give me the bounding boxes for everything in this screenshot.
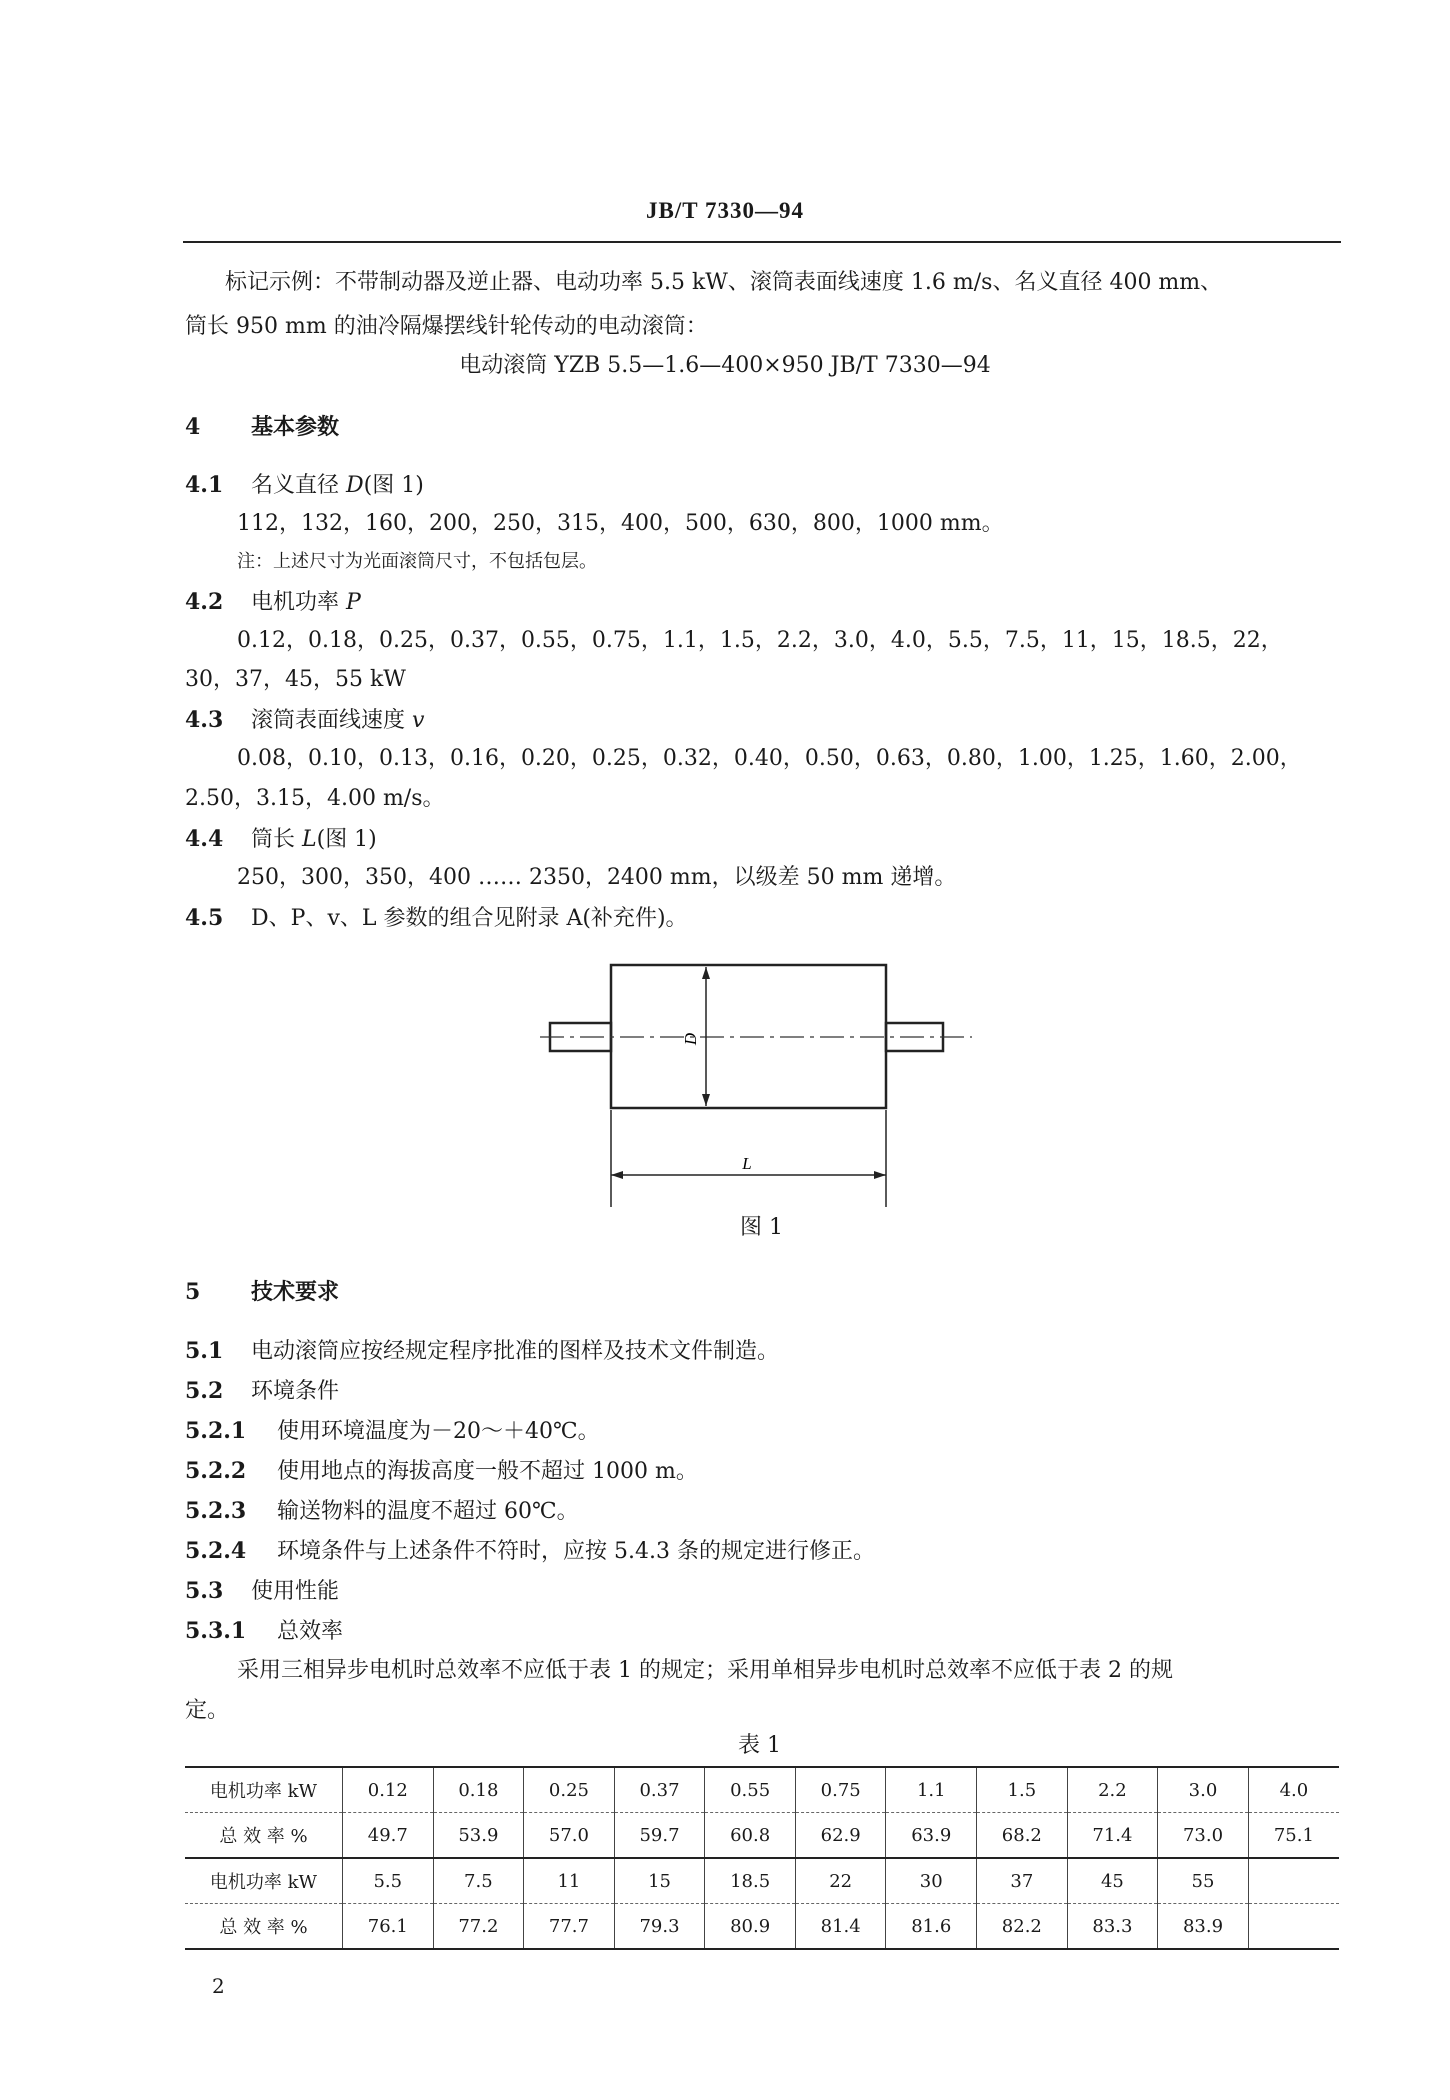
length-arrow-right [874,1171,886,1179]
clause-4-4-symbol: L [302,827,317,852]
section5-heading [185,1277,339,1307]
clause-4-2-values-line1: 0.12，0.18，0.25，0.37，0.55，0.75，1.1，1.5，2.2，3.0，4.0，5.5，7.5，11，15，18.5，22， [237,628,1283,653]
clause-4-3-values-line1: 0.08，0.10，0.13，0.16，0.20，0.25，0.32，0.40，0.50，0.63，0.80，1.00，1.25，1.60，2.00， [237,746,1302,771]
table-cell: 15 [614,1858,705,1904]
clause-4-2-label: 电机功率 [251,590,346,615]
clause-5-2-2 [185,1456,698,1487]
clause-4-1-suffix: (图 1) [363,473,424,498]
efficiency-paragraph-line1: 采用三相异步电机时总效率不应低于表 1 的规定；采用单相异步电机时总效率不应低于表 2 的规 [237,1658,1173,1683]
table1-efficiency [185,1766,1339,1950]
section4-number: 4 [185,414,201,440]
clause-5-2-number: 5.2 [185,1378,224,1404]
clause-4-2 [185,587,361,618]
table-cell: 83.3 [1067,1904,1158,1950]
table-cell: 79.3 [614,1904,705,1950]
table-cell: 18.5 [705,1858,796,1904]
clause-4-4-values: 250，300，350，400 …… 2350，2400 mm，以级差 50 mm 递增。 [237,865,957,890]
table-cell: 0.37 [614,1767,705,1813]
row-label-efficiency: 总 效 率 % [185,1904,343,1950]
section4-heading [185,412,339,442]
table-cell: 62.9 [795,1813,886,1859]
table-cell: 75.1 [1248,1813,1339,1859]
table-cell: 77.7 [524,1904,615,1950]
clause-5-3-number: 5.3 [185,1578,224,1604]
table-cell: 1.1 [886,1767,977,1813]
table-row-efficiency-2 [185,1904,1339,1950]
section4-title: 基本参数 [251,414,340,440]
length-arrow-left [611,1171,623,1179]
table-cell: 80.9 [705,1904,796,1950]
section5-title: 技术要求 [251,1279,340,1305]
clause-5-2-3-text: 输送物料的温度不超过 60℃。 [277,1499,579,1524]
page-number: 2 [212,1974,225,1998]
clause-5-3-1 [185,1616,343,1647]
clause-5-2-4-text: 环境条件与上述条件不符时，应按 5.4.3 条的规定进行修正。 [277,1539,875,1564]
figure1-caption: 图 1 [740,1215,783,1240]
table-cell: 4.0 [1248,1767,1339,1813]
marking-example-line2: 筒长 950 mm 的油冷隔爆摆线针轮传动的电动滚筒： [185,314,708,339]
clause-5-3 [185,1576,339,1607]
table-cell: 0.12 [343,1767,434,1813]
row-label-power: 电机功率 kW [185,1858,343,1904]
clause-4-2-number: 4.2 [185,589,224,615]
clause-4-3 [185,705,424,736]
clause-5-2-3 [185,1496,579,1527]
clause-4-4-suffix: (图 1) [316,827,377,852]
row-label-power: 电机功率 kW [185,1767,343,1813]
table-cell: 77.2 [433,1904,524,1950]
marking-example-line1: 标记示例：不带制动器及逆止器、电动功率 5.5 kW、滚筒表面线速度 1.6 m/s、名义直径 400 mm、 [225,270,1223,295]
clause-4-3-number: 4.3 [185,707,224,733]
clause-5-1 [185,1336,779,1367]
table-cell: 53.9 [433,1813,524,1859]
table-cell: 5.5 [343,1858,434,1904]
clause-4-4-label: 筒长 [251,827,302,852]
table-cell: 76.1 [343,1904,434,1950]
table-cell: 0.18 [433,1767,524,1813]
table-row-power-2 [185,1858,1339,1904]
marking-designation: 电动滚筒 YZB 5.5—1.6—400×950 JB/T 7330—94 [459,353,991,378]
figure1-drum-diagram [540,955,980,1225]
clause-4-1-note: 注：上述尺寸为光面滚筒尺寸，不包括包层。 [237,551,597,572]
clause-4-5-number: 4.5 [185,905,224,931]
efficiency-paragraph-line2: 定。 [185,1698,230,1723]
table-cell: 0.75 [795,1767,886,1813]
clause-5-3-1-text: 总效率 [277,1619,344,1644]
table-cell: 30 [886,1858,977,1904]
clause-5-2-4 [185,1536,875,1567]
clause-4-5 [185,903,688,934]
clause-5-2-2-text: 使用地点的海拔高度一般不超过 1000 m。 [277,1459,698,1484]
clause-4-4-number: 4.4 [185,826,224,852]
clause-5-2 [185,1376,339,1407]
clause-5-1-text: 电动滚筒应按经规定程序批准的图样及技术文件制造。 [251,1339,780,1364]
table-cell: 0.55 [705,1767,796,1813]
clause-4-2-symbol: P [346,590,361,615]
clause-5-2-1 [185,1416,600,1447]
table-cell: 59.7 [614,1813,705,1859]
table-cell [1248,1904,1339,1950]
clause-4-1 [185,470,424,501]
clause-4-1-symbol: D [346,473,364,498]
table-cell: 68.2 [977,1813,1068,1859]
table-cell: 81.4 [795,1904,886,1950]
diameter-arrow-top [702,967,710,979]
clause-5-1-number: 5.1 [185,1338,224,1364]
label-L: L [742,1154,752,1173]
table-cell: 60.8 [705,1813,796,1859]
table-cell: 0.25 [524,1767,615,1813]
clause-4-3-label: 滚筒表面线速度 [251,708,412,733]
standard-header: JB/T 7330—94 [646,198,804,223]
table-cell: 71.4 [1067,1813,1158,1859]
clause-4-1-number: 4.1 [185,472,224,498]
table-row-efficiency-1 [185,1813,1339,1859]
clause-4-5-text: D、P、v、L 参数的组合见附录 A(补充件)。 [251,906,688,931]
table-cell: 63.9 [886,1813,977,1859]
clause-4-4 [185,824,377,855]
table-cell: 1.5 [977,1767,1068,1813]
clause-4-3-values-line2: 2.50，3.15，4.00 m/s。 [185,786,445,811]
diameter-arrow-bottom [702,1094,710,1106]
header-rule [183,241,1341,243]
clause-5-2-1-number: 5.2.1 [185,1418,247,1444]
table-cell: 83.9 [1158,1904,1249,1950]
section5-number: 5 [185,1279,201,1305]
table-cell: 2.2 [1067,1767,1158,1813]
row-label-efficiency: 总 效 率 % [185,1813,343,1859]
clause-5-2-3-number: 5.2.3 [185,1498,247,1524]
clause-5-3-text: 使用性能 [251,1579,340,1604]
clause-4-1-values: 112，132，160，200，250，315，400，500，630，800，1000 mm。 [237,511,1004,536]
table-cell: 45 [1067,1858,1158,1904]
table-cell [1248,1858,1339,1904]
table-cell: 57.0 [524,1813,615,1859]
table1-caption: 表 1 [738,1733,781,1758]
clause-5-2-text: 环境条件 [251,1379,340,1404]
label-D: D [681,1032,700,1046]
clause-4-2-values-line2: 30，37，45，55 kW [185,667,406,692]
table-cell: 11 [524,1858,615,1904]
clause-5-2-4-number: 5.2.4 [185,1538,247,1564]
table-cell: 22 [795,1858,886,1904]
table-row-power-1 [185,1767,1339,1813]
clause-5-3-1-number: 5.3.1 [185,1618,247,1644]
table-cell: 73.0 [1158,1813,1249,1859]
clause-5-2-2-number: 5.2.2 [185,1458,247,1484]
table-cell: 55 [1158,1858,1249,1904]
table-cell: 7.5 [433,1858,524,1904]
table-cell: 81.6 [886,1904,977,1950]
table-cell: 49.7 [343,1813,434,1859]
clause-4-1-label: 名义直径 [251,473,346,498]
table-cell: 37 [977,1858,1068,1904]
table-cell: 82.2 [977,1904,1068,1950]
table-cell: 3.0 [1158,1767,1249,1813]
clause-5-2-1-text: 使用环境温度为－20～＋40℃。 [277,1419,600,1444]
clause-4-3-symbol: v [412,708,425,733]
